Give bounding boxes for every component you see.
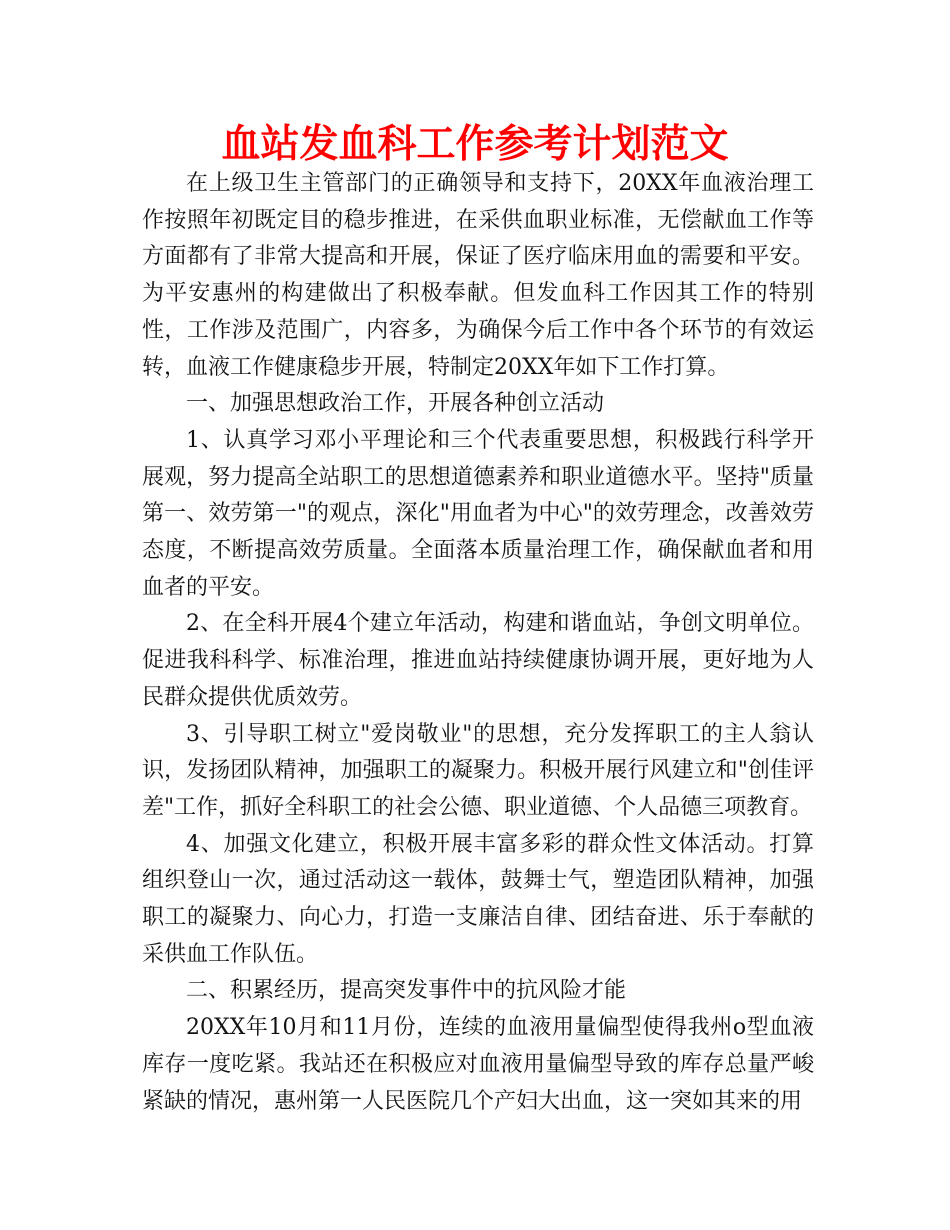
document-body (142, 166, 814, 1120)
document-title: 血站发血科工作参考计划范文 (221, 121, 729, 167)
section-heading-2: 二、积累经历，提高突发事件中的抗风险才能 (186, 978, 627, 1004)
paragraph-item-3: 3、引导职工树立"爱岗敬业"的思想，充分发挥职工的主人翁认识，发扬团队精神，加强职工的凝聚力。积极开展行风建立和"创佳评差"工作，抓好全科职工的社会公德、职业道德、个人品德三项教育。 (142, 721, 814, 820)
paragraph-section-2: 20XX年10月和11月份，连续的血液用量偏型使得我州o型血液库存一度吃紧。我站还在积极应对血液用量偏型导致的库存总量严峻紧缺的情况，惠州第一人民医院几个产妇大出血，这一突如其来的用 (142, 1015, 814, 1114)
section-heading-1: 一、加强思想政治工作，开展各种创立活动 (186, 391, 605, 417)
paragraph-intro: 在上级卫生主管部门的正确领导和支持下，20XX年血液治理工作按照年初既定目的稳步推进，在采供血职业标准，无偿献血工作等方面都有了非常大提高和开展，保证了医疗临床用血的需要和平安。为平安惠州的构建做出了积极奉献。但发血科工作因其工作的特别性，工作涉及范围广，内容多，为确保今后工作中各个环节的有效运转，血液工作健康稳步开展，特制定20XX年如下工作打算。 (142, 171, 814, 380)
paragraph-item-4: 4、加强文化建立，积极开展丰富多彩的群众性文体活动。打算组织登山一次，通过活动这一载体，鼓舞士气，塑造团队精神，加强职工的凝聚力、向心力，打造一支廉洁自律、团结奋进、乐于奉献的采供血工作队伍。 (142, 831, 814, 967)
paragraph-item-1: 1、认真学习邓小平理论和三个代表重要思想，积极践行科学开展观，努力提高全站职工的思想道德素养和职业道德水平。坚持"质量第一、效劳第一"的观点，深化"用血者为中心"的效劳理念，改善效劳态度，不断提高效劳质量。全面落本质量治理工作，确保献血者和用血者的平安。 (142, 427, 814, 600)
paragraph-item-2: 2、在全科开展4个建立年活动，构建和谐血站，争创文明单位。促进我科科学、标准治理，推进血站持续健康协调开展，更好地为人民群众提供优质效劳。 (142, 611, 814, 710)
